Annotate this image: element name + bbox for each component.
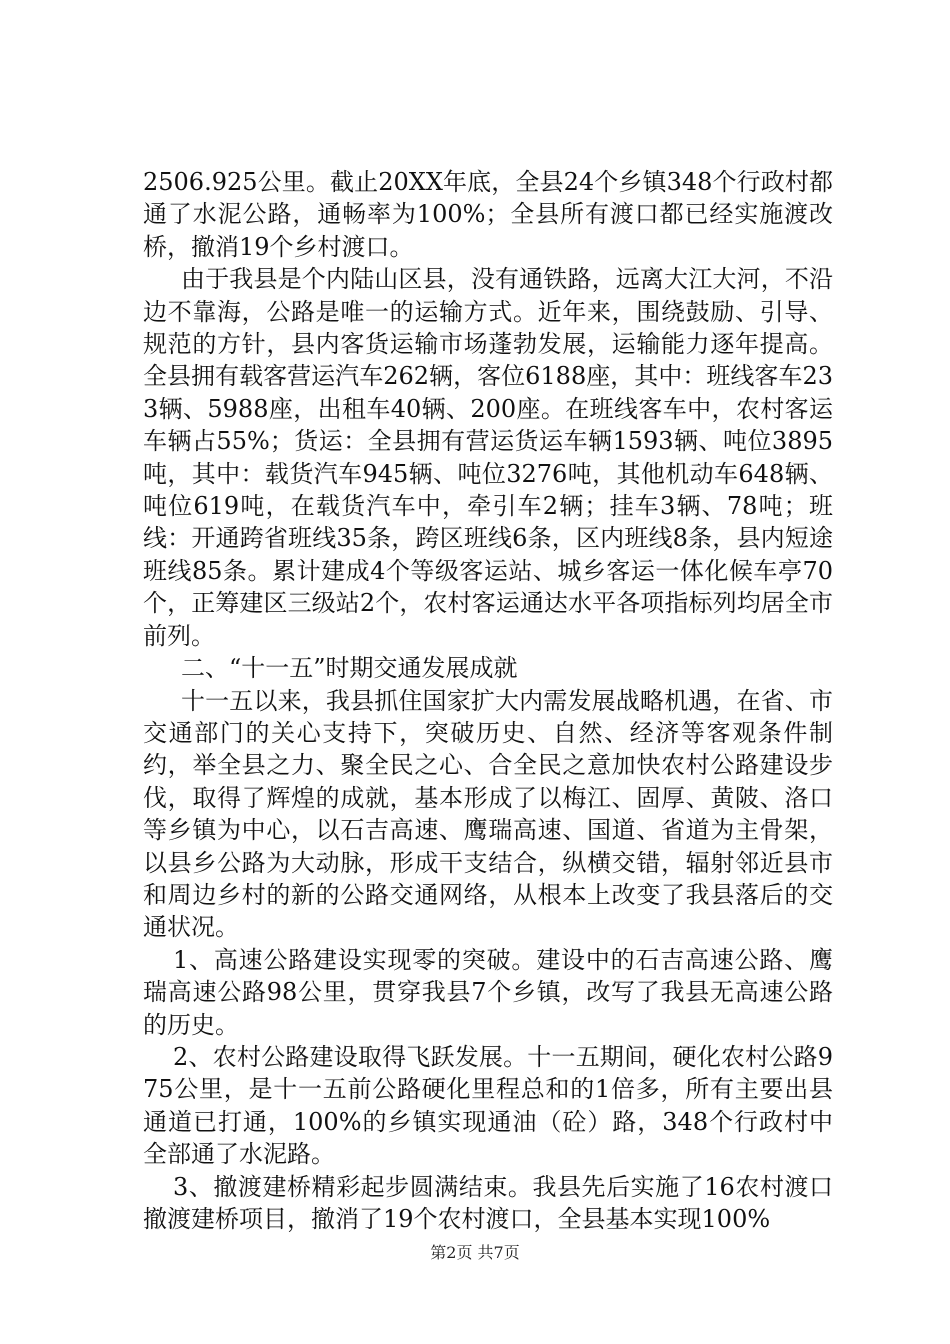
- page-footer: 第2页 共7页: [430, 1243, 520, 1262]
- list-item-3: 3、撤渡建桥精彩起步圆满结束。我县先后实施了16农村渡口撤渡建桥项目，撤消了19个农村渡口，全县基本实现100%: [143, 1172, 833, 1233]
- list-item-1: 1、高速公路建设实现零的突破。建设中的石吉高速公路、鹰瑞高速公路98公里，贯穿我县7个乡镇，改写了我县无高速公路的历史。: [143, 945, 833, 1039]
- list-item-2: 2、农村公路建设取得飞跃发展。十一五期间，硬化农村公路975公里，是十一五前公路硬化里程总和的1倍多，所有主要出县通道已打通，100%的乡镇实现通油（砼）路，348个行政村中全部通了水泥路。: [143, 1042, 833, 1169]
- paragraph-2: 由于我县是个内陆山区县，没有通铁路，远离大江大河，不沿边不靠海，公路是唯一的运输方式。近年来，围绕鼓励、引导、规范的方针，县内客货运输市场蓬勃发展，运输能力逐年提高。全县拥有载客营运汽车262辆，客位6188座，其中：班线客车233辆、5988座，出租车40辆、200座。在班线客车中，农村客运车辆占55%；货运：全县拥有营运货运车辆1593辆、吨位3895吨，其中：载货汽车945辆、吨位3276吨，其他机动车648辆、吨位619吨，在载货汽车中，牵引车2辆；挂车3辆、78吨；班线：开通跨省班线35条，跨区班线6条，区内班线8条，县内短途班线85条。累计建成4个等级客运站、城乡客运一体化候车亭70个，正筹建区三级站2个，农村客运通达水平各项指标列均居全市前列。: [143, 265, 833, 650]
- paragraph-1: 2506.925公里。截止20XX年底，全县24个乡镇348个行政村都通了水泥公路，通畅率为100%；全县所有渡口都已经实施渡改桥，撤消19个乡村渡口。: [143, 168, 833, 261]
- document-body: [143, 166, 833, 1235]
- paragraph-3: 十一五以来，我县抓住国家扩大内需发展战略机遇，在省、市交通部门的关心支持下，突破历史、自然、经济等客观条件制约，举全县之力、聚全民之心、合全民之意加快农村公路建设步伐，取得了辉煌的成就，基本形成了以梅江、固厚、黄陂、洛口等乡镇为中心，以石吉高速、鹰瑞高速、国道、省道为主骨架，以县乡公路为大动脉，形成干支结合，纵横交错，辐射邻近县市和周边乡村的新的公路交通网络，从根本上改变了我县落后的交通状况。: [143, 686, 833, 942]
- section-heading: 二、“十一五”时期交通发展成就: [181, 654, 518, 683]
